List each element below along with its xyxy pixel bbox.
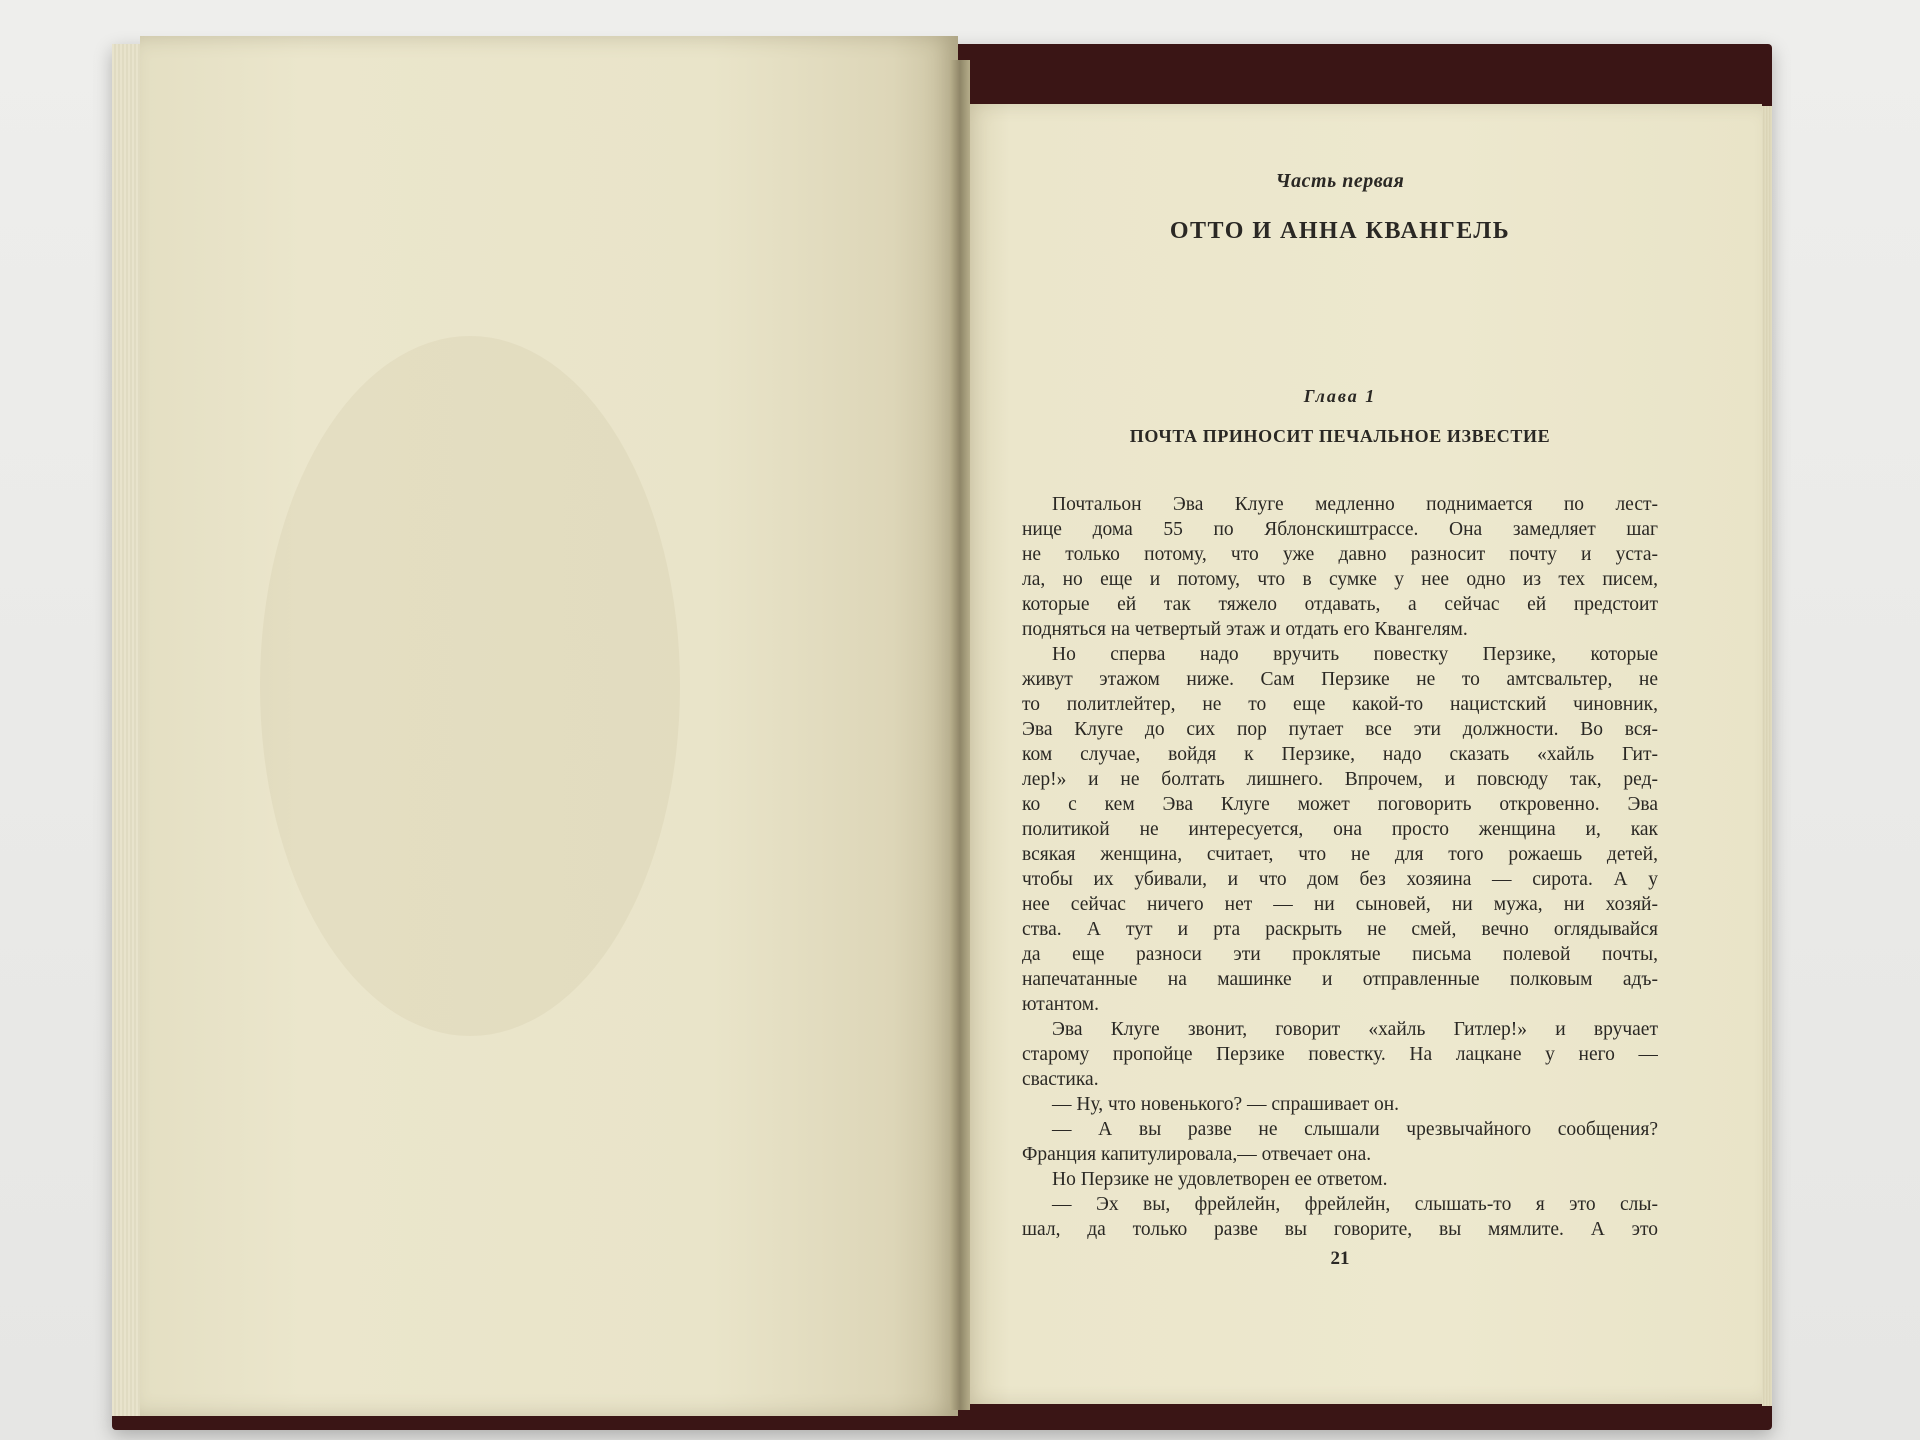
chapter-body-text	[1022, 492, 1658, 1242]
text-line: — Эх вы, фрейлейн, фрейлейн, слышать-то я это слы-	[1052, 1194, 1658, 1215]
show-through-shadow	[260, 336, 680, 1036]
text-line: не только потому, что уже давно разносит почту и уста-	[1022, 544, 1658, 565]
text-line: которые ей так тяжело отдавать, а сейчас ей предстоит	[1022, 594, 1658, 615]
chapter-title: ПОЧТА ПРИНОСИТ ПЕЧАЛЬНОЕ ИЗВЕСТИЕ	[1129, 426, 1551, 446]
text-line: подняться на четвертый этаж и отдать его Квангелям.	[1022, 619, 1468, 640]
text-line: да еще разноси эти проклятые письма полевой почты,	[1022, 944, 1658, 965]
text-line: ла, но еще и потому, что в сумке у нее одно из тех писем,	[1022, 569, 1658, 590]
right-page-stack	[1762, 106, 1772, 1406]
text-line: ко с кем Эва Клуге может поговорить откровенно. Эва	[1022, 794, 1658, 815]
book-gutter	[950, 60, 970, 1410]
text-line: ства. А тут и рта раскрыть не смей, вечно оглядывайся	[1022, 919, 1658, 940]
text-line: чтобы их убивали, и что дом без хозяина — сирота. А у	[1022, 869, 1658, 890]
text-line: Но Перзике не удовлетворен ее ответом.	[1052, 1169, 1388, 1190]
chapter-label: Глава 1	[1303, 386, 1377, 406]
text-line: то политлейтер, не то еще какой-то нацистский чиновник,	[1022, 694, 1658, 715]
text-line: всякая женщина, считает, что не для того рожаешь детей,	[1022, 844, 1658, 865]
part-label: Часть первая	[1275, 170, 1405, 192]
text-line: Франция капитулировала,— отвечает она.	[1022, 1144, 1372, 1165]
text-line: нее сейчас ничего нет — ни сыновей, ни мужа, ни хозяй-	[1022, 894, 1658, 915]
text-line: — А вы разве не слышали чрезвычайного сообщения?	[1052, 1119, 1658, 1140]
text-line: старому пропойце Перзике повестку. На лацкане у него —	[1022, 1044, 1658, 1065]
left-page-blank	[140, 36, 958, 1416]
page-number: 21	[1330, 1248, 1350, 1269]
text-line: — Ну, что новенького? — спрашивает он.	[1052, 1094, 1400, 1115]
text-line: шал, да только разве вы говорите, вы мямлите. А это	[1022, 1219, 1658, 1240]
text-line: Почтальон Эва Клуге медленно поднимается по лест-	[1052, 494, 1658, 515]
text-line: ютантом.	[1022, 994, 1100, 1015]
text-line: Эва Клуге звонит, говорит «хайль Гитлер!» и вручает	[1052, 1019, 1658, 1040]
text-line: Но сперва надо вручить повестку Перзике, которые	[1052, 644, 1658, 665]
text-line: нице дома 55 по Яблонскиштрассе. Она замедляет шаг	[1022, 519, 1658, 540]
text-line: Эва Клуге до сих пор путает все эти должности. Во вся-	[1022, 719, 1658, 740]
text-line: ком случае, войдя к Перзике, надо сказать «хайль Гит-	[1022, 744, 1658, 765]
text-line: политикой не интересуется, она просто женщина и, как	[1022, 819, 1658, 840]
text-line: свастика.	[1022, 1069, 1099, 1090]
text-line: напечатанные на машинке и отправленные полковым адъ-	[1022, 969, 1658, 990]
text-line: живут этажом ниже. Сам Перзике не то амтсвальтер, не	[1022, 669, 1658, 690]
text-line: лер!» и не болтать лишнего. Впрочем, и повсюду так, ред-	[1022, 769, 1658, 790]
part-title: ОТТО И АННА КВАНГЕЛЬ	[1169, 218, 1511, 244]
